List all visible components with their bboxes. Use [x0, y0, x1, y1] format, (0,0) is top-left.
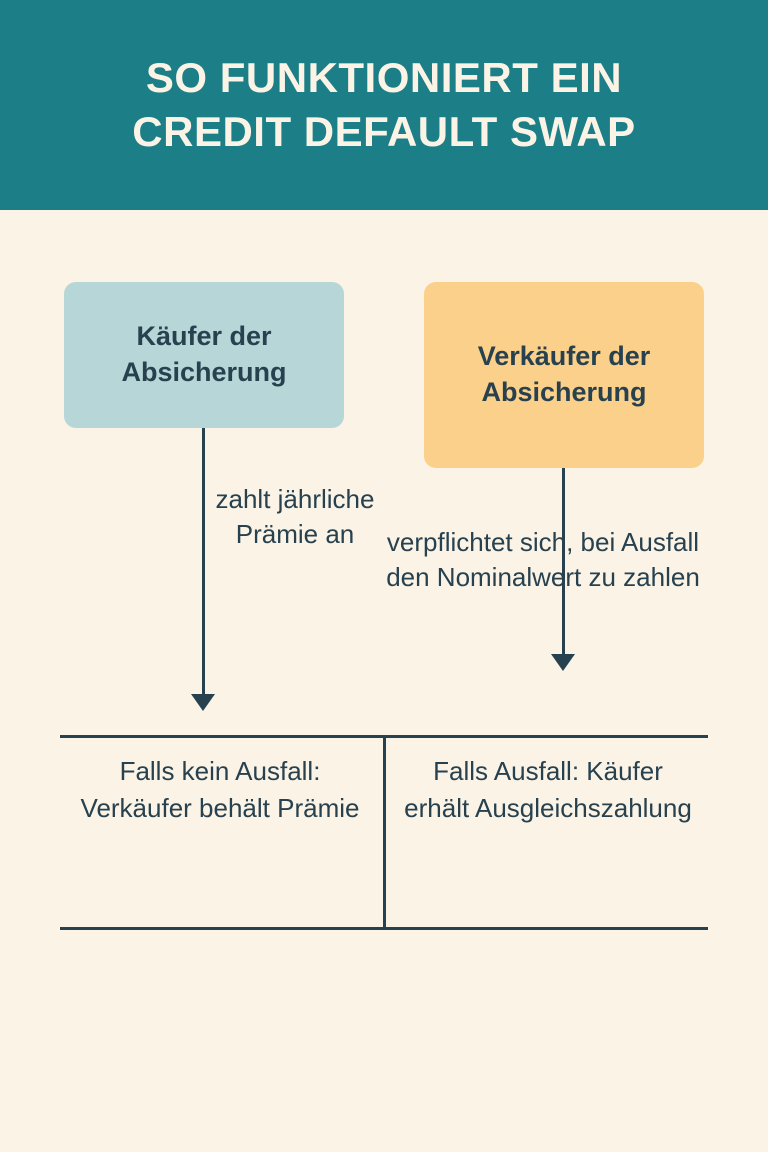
outcome-cell-default: Falls Ausfall: Käufer erhält Ausgleichszahlung [404, 756, 692, 823]
page-title-line-2: CREDIT DEFAULT SWAP [132, 108, 636, 155]
arrow-head-compensation [551, 654, 575, 671]
outcome-cell-no-default: Falls kein Ausfall: Verkäufer behält Prämie [80, 756, 360, 823]
arrow-line-premium [202, 428, 205, 700]
arrow-head-premium [191, 694, 215, 711]
outcome-table [60, 735, 708, 930]
page-title-line-1: SO FUNKTIONIERT EIN [145, 54, 623, 102]
flow-label-premium: zahlt jährliche Prämie an [215, 484, 375, 550]
header-banner [0, 0, 768, 210]
party-box-seller: Verkäufer der Absicherung [424, 282, 704, 468]
flow-label-compensation: verpflichtet sich, bei Ausfall den Nominalwert zu zahlen [386, 527, 700, 593]
outcome-table-divider [383, 735, 386, 930]
party-box-buyer: Käufer der Absicherung [64, 282, 344, 428]
diagram-canvas [0, 210, 768, 1152]
